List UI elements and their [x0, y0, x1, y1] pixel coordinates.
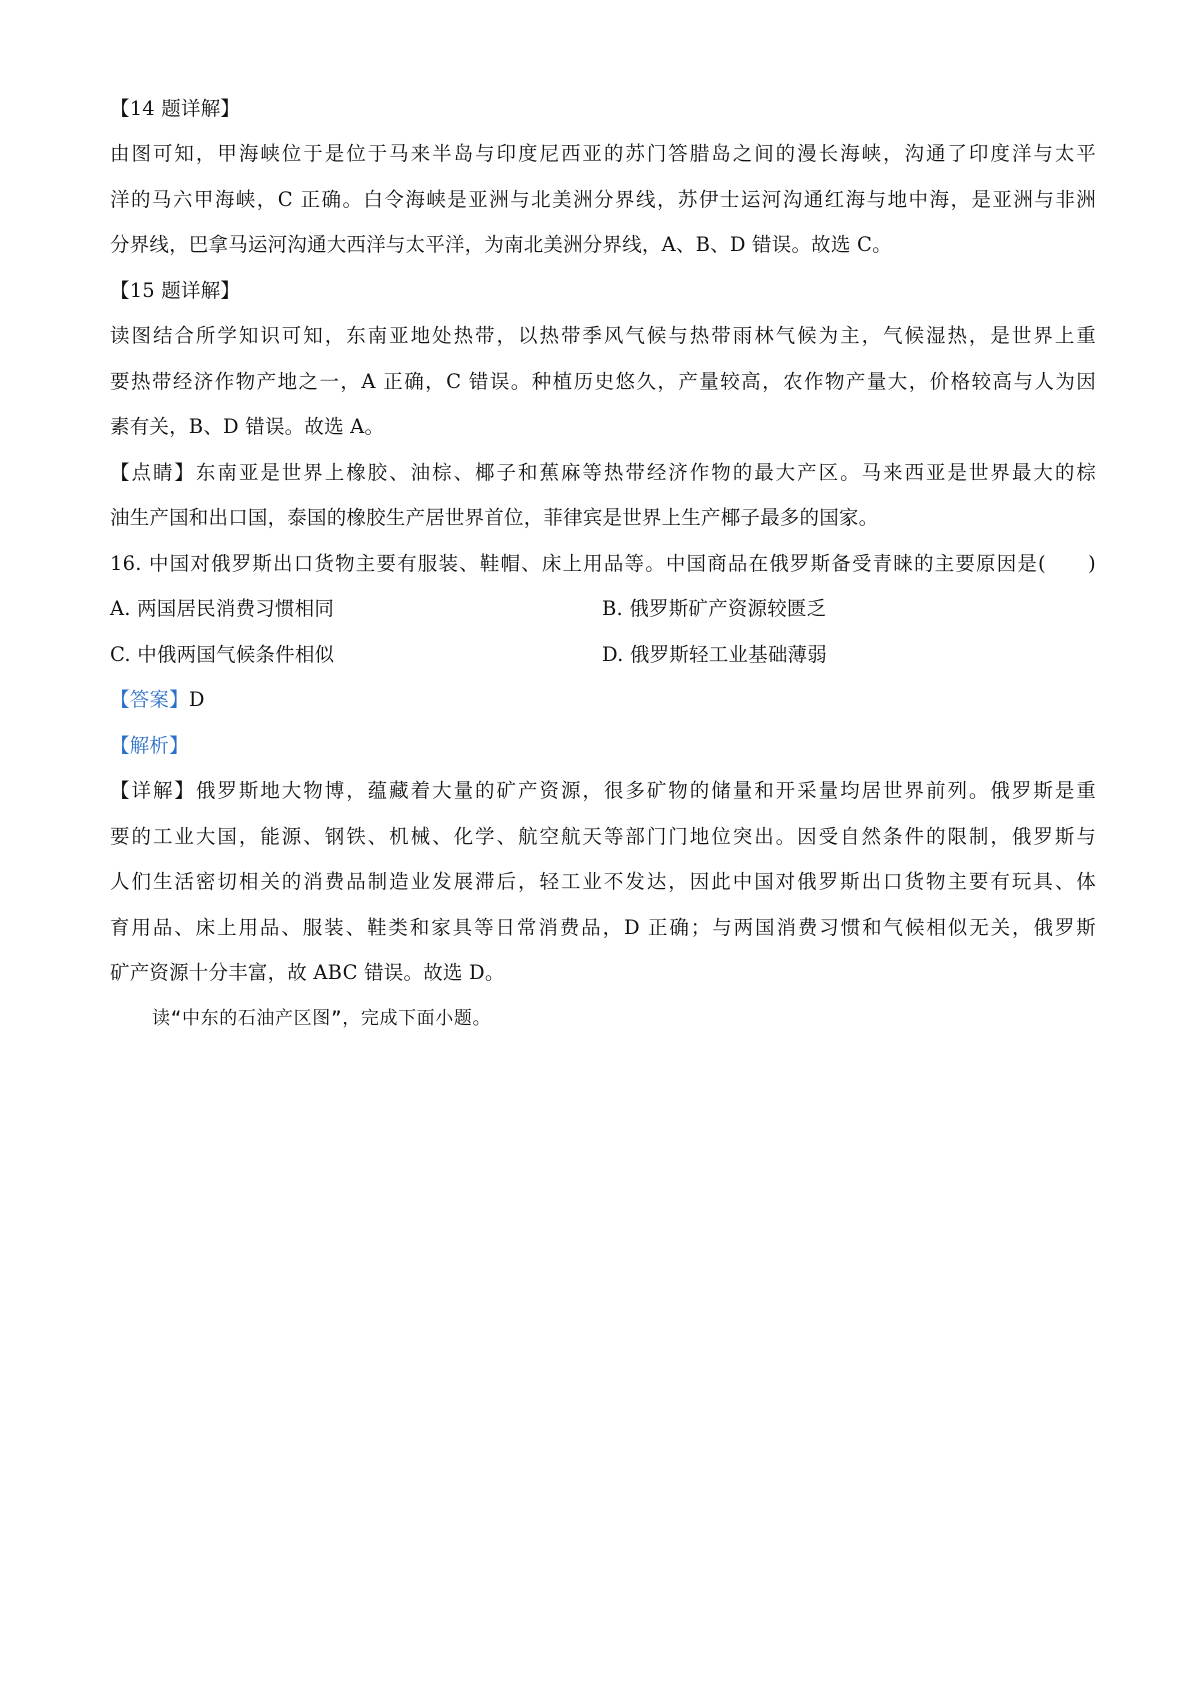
q15-text-line: 要热带经济作物产地之一，A 正确，C 错误。种植历史悠久，产量较高，农作物产量大，价格较高与人为因 [110, 370, 1096, 393]
q15-heading: 【15 题详解】 [110, 279, 241, 302]
q16-detail-line: 矿产资源十分丰富，故 ABC 错误。故选 D。 [110, 961, 505, 984]
q16-answer [110, 687, 205, 713]
q16-analysis-label: 【解析】 [110, 734, 189, 757]
q15-text-line: 读图结合所学知识可知，东南亚地处热带，以热带季风气候与热带雨林气候为主，气候湿热，是世界上重 [110, 324, 1096, 347]
q16-option-b: B. 俄罗斯矿产资源较匮乏 [602, 597, 827, 620]
q16-detail-line: 【详解】俄罗斯地大物博，蕴藏着大量的矿产资源，很多矿物的储量和开采量均居世界前列。俄罗斯是重 [110, 779, 1096, 802]
q16-option-c: C. 中俄两国气候条件相似 [110, 643, 335, 666]
q14-heading: 【14 题详解】 [110, 97, 241, 120]
q16-option-a: A. 两国居民消费习惯相同 [110, 597, 335, 620]
q16-question: 16. 中国对俄罗斯出口货物主要有服装、鞋帽、床上用品等。中国商品在俄罗斯备受青睐的主要原因是( ) [110, 552, 1096, 575]
next-section-intro: 读“中东的石油产区图”，完成下面小题。 [152, 1008, 492, 1029]
q14-text-line: 洋的马六甲海峡，C 正确。白令海峡是亚洲与北美洲分界线，苏伊士运河沟通红海与地中海，是亚洲与非洲 [110, 188, 1096, 211]
q15-tip-line: 油生产国和出口国，泰国的橡胶生产居世界首位，菲律宾是世界上生产椰子最多的国家。 [110, 506, 879, 529]
q14-text-line: 分界线，巴拿马运河沟通大西洋与太平洋，为南北美洲分界线，A、B、D 错误。故选 C。 [110, 233, 892, 256]
q15-tip-line: 【点睛】东南亚是世界上橡胶、油棕、椰子和蕉麻等热带经济作物的最大产区。马来西亚是世界最大的棕 [110, 461, 1096, 484]
q16-detail-line: 育用品、床上用品、服装、鞋类和家具等日常消费品，D 正确；与两国消费习惯和气候相似无关，俄罗斯 [110, 916, 1096, 939]
q14-text-line: 由图可知，甲海峡位于是位于马来半岛与印度尼西亚的苏门答腊岛之间的漫长海峡，沟通了印度洋与太平 [110, 142, 1096, 165]
q16-detail-line: 人们生活密切相关的消费品制造业发展滞后，轻工业不发达，因此中国对俄罗斯出口货物主要有玩具、体 [110, 870, 1096, 893]
q15-text-line: 素有关，B、D 错误。故选 A。 [110, 415, 385, 438]
q16-detail-line: 要的工业大国，能源、钢铁、机械、化学、航空航天等部门门地位突出。因受自然条件的限制，俄罗斯与 [110, 825, 1096, 848]
q16-option-d: D. 俄罗斯轻工业基础薄弱 [602, 643, 827, 666]
answer-label: 【答案】 [110, 688, 189, 711]
answer-value: D [188, 688, 205, 711]
